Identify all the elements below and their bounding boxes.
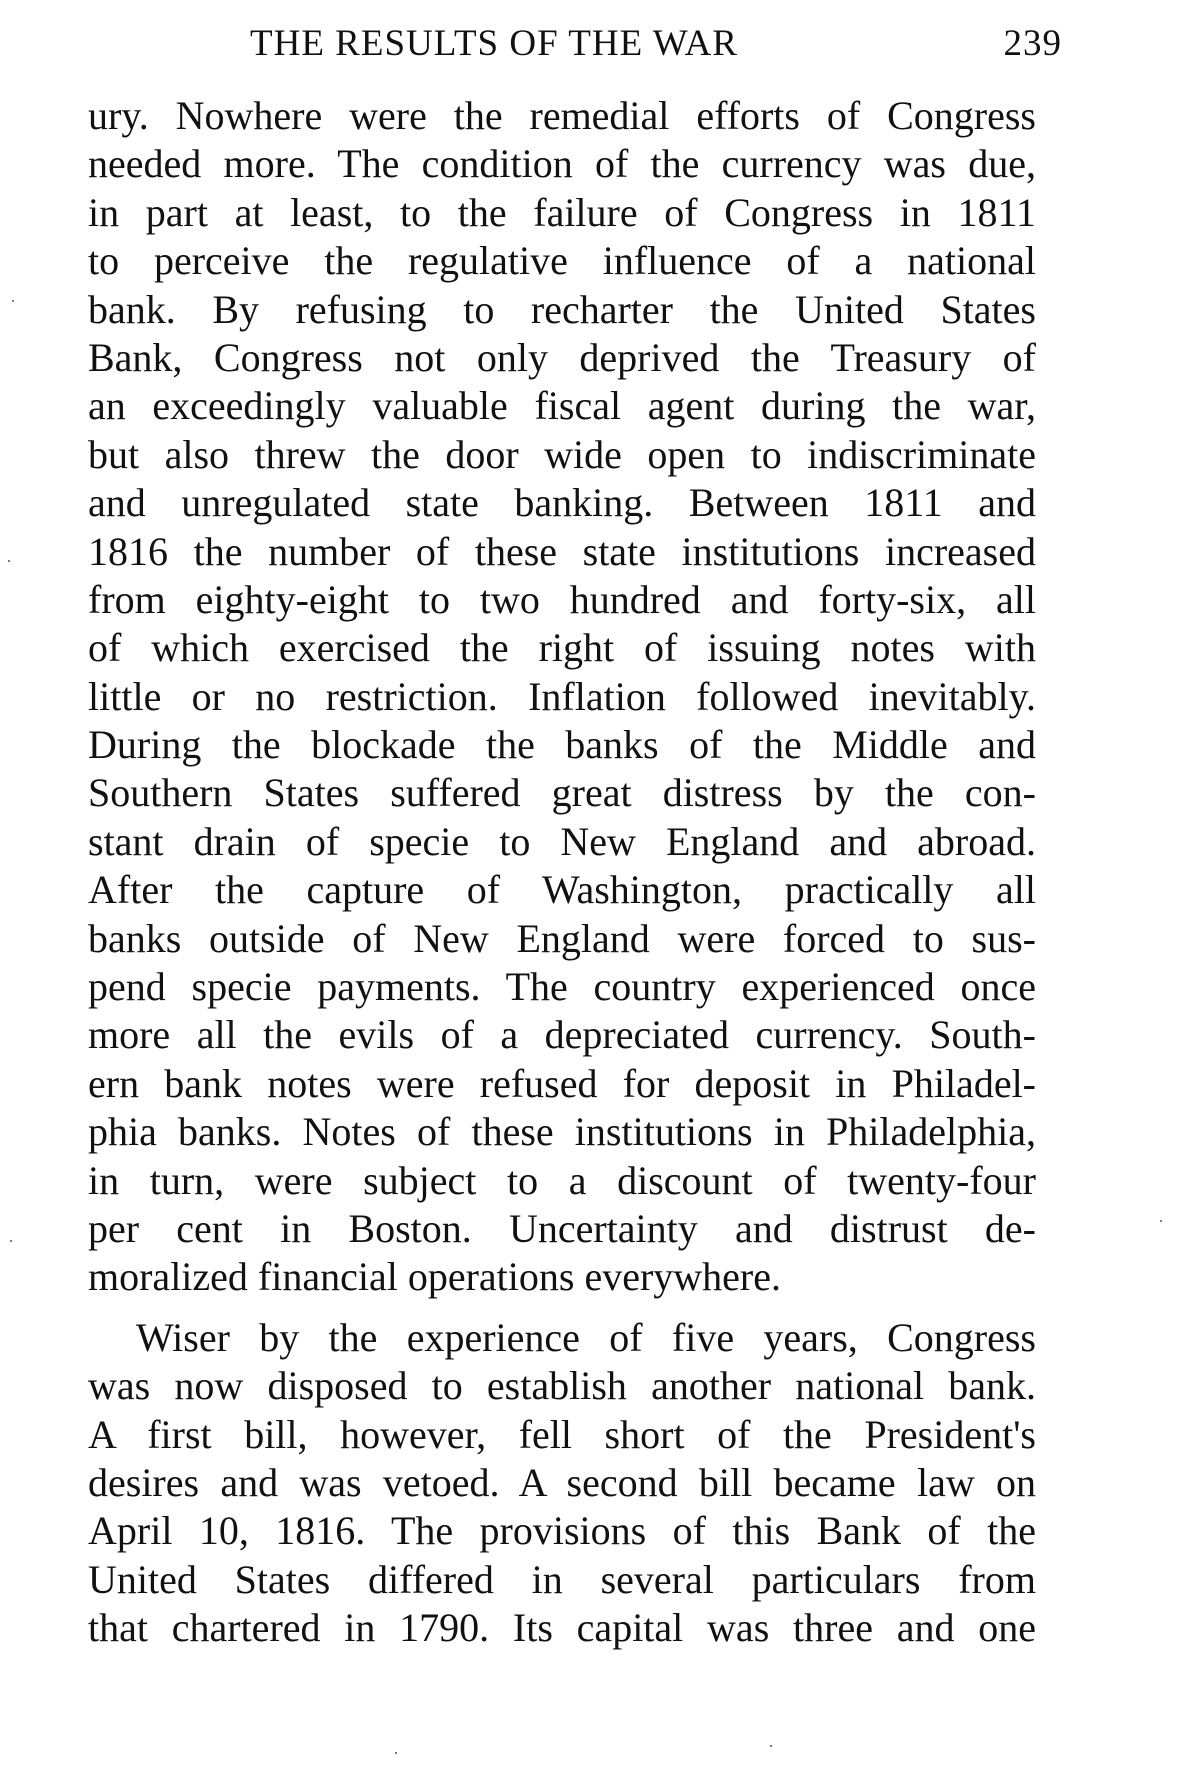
running-head	[88, 22, 1064, 72]
paragraph-1	[88, 92, 1036, 1302]
text-line: ern bank notes were refused for deposit in Philadel-	[88, 1060, 1036, 1106]
text-line: in part at least, to the failure of Congress in 1811	[88, 189, 1036, 235]
text-line: During the blockade the banks of the Middle and	[88, 722, 1036, 768]
text-line: A first bill, however, fell short of the President's	[88, 1411, 1036, 1457]
text-line: banks outside of New England were forced to sus-	[88, 915, 1036, 961]
text-line: and unregulated state banking. Between 1811 and	[88, 480, 1036, 526]
text-line: but also threw the door wide open to indiscriminate	[88, 431, 1036, 477]
text-line: stant drain of specie to New England and abroad.	[88, 818, 1036, 864]
text-line: 1816 the number of these state institutions increased	[88, 528, 1036, 574]
scan-speck	[770, 1745, 772, 1747]
paragraph-2	[88, 1314, 1036, 1653]
scan-speck	[1160, 1220, 1162, 1222]
page-number: 239	[1003, 23, 1062, 64]
text-line: United States differed in several particulars from	[88, 1556, 1036, 1602]
text-line: was now disposed to establish another national bank.	[88, 1363, 1036, 1409]
text-line: needed more. The condition of the currency was due,	[88, 141, 1036, 187]
scan-speck	[10, 1240, 12, 1242]
text-line: ury. Nowhere were the remedial efforts of Congress	[88, 93, 1036, 138]
text-line: moralized financial operations everywhere.	[88, 1254, 782, 1300]
text-line: that chartered in 1790. Its capital was three and one	[88, 1605, 1036, 1651]
scan-speck	[395, 1752, 397, 1754]
text-line: an exceedingly valuable fiscal agent during the war,	[88, 383, 1036, 429]
text-line: bank. By refusing to recharter the United States	[88, 286, 1036, 332]
text-line: Southern States suffered great distress by the con-	[88, 770, 1036, 816]
text-line: Wiser by the experience of five years, Congress	[136, 1314, 1036, 1360]
text-line: per cent in Boston. Uncertainty and distrust de-	[88, 1205, 1036, 1251]
scan-speck	[12, 300, 14, 302]
text-line: more all the evils of a depreciated currency. South-	[88, 1012, 1036, 1058]
text-line: of which exercised the right of issuing notes with	[88, 625, 1036, 671]
text-line: in turn, were subject to a discount of twenty-four	[88, 1157, 1036, 1203]
text-line: little or no restriction. Inflation followed inevitably.	[88, 673, 1036, 719]
scan-speck	[8, 560, 10, 562]
body-text	[88, 92, 1036, 1653]
text-line: desires and was vetoed. A second bill became law on	[88, 1459, 1036, 1505]
text-line: pend specie payments. The country experienced once	[88, 964, 1036, 1010]
text-line: April 10, 1816. The provisions of this Bank of the	[88, 1508, 1036, 1554]
running-title: THE RESULTS OF THE WAR	[250, 23, 738, 64]
text-line: Bank, Congress not only deprived the Treasury of	[88, 334, 1036, 380]
text-line: from eighty-eight to two hundred and forty-six, all	[88, 576, 1036, 622]
text-line: phia banks. Notes of these institutions in Philadelphia,	[88, 1109, 1036, 1155]
text-line: After the capture of Washington, practically all	[88, 867, 1036, 913]
text-line: to perceive the regulative influence of a national	[88, 238, 1036, 284]
